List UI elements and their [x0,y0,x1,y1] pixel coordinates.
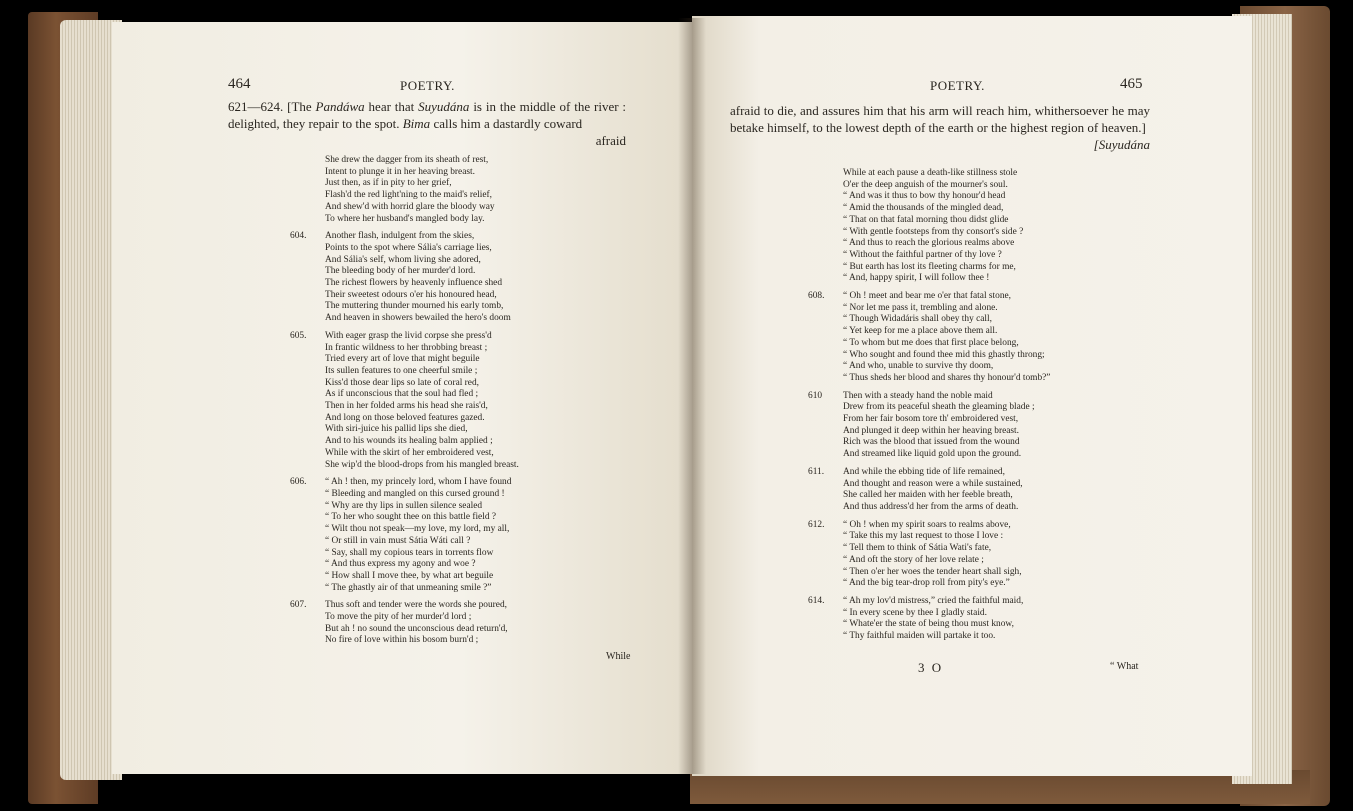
stanza-number: 610 [808,390,823,401]
verse-line: Points to the spot where Sália's carriage lies, [325,242,492,253]
verse-line: Kiss'd those dear lips so late of coral red, [325,377,479,388]
left-running-head: POETRY. [400,78,455,93]
verse-line: And thus address'd her from the arms of death. [843,501,1019,512]
verse-line: “ How shall I move thee, by what art beguile [325,570,494,581]
stanza-number: 612. [808,519,825,530]
verse-line: “ Say, shall my copious tears in torrents flow [325,547,494,558]
verse-line: “ Why are thy lips in sullen silence sealed [325,500,483,511]
verse-line: “ Wilt thou not speak—my love, my lord, my all, [325,524,510,535]
verse-line: “ And thus express my agony and woe ? [325,559,476,570]
right-page-number: 465 [1120,76,1143,92]
verse-line: “ That on that fatal morning thou didst glide [843,214,1009,225]
intro-text: afraid to die, and assures him that his arm will reach him, whithersoever he may betake himself, to the lowest depth of the earth or the highest region of heaven.] [730,103,1150,135]
verse-line: She wip'd the blood-drops from his mangled breast. [325,459,519,470]
verse-line: To move the pity of her murder'd lord ; [325,612,472,623]
verse-line: “ And was it thus to bow thy honour'd head [843,191,1006,202]
verse-line: “ Oh ! meet and bear me o'er that fatal stone, [843,291,1012,302]
verse-line: “ But earth has lost its fleeting charms for me, [843,261,1016,272]
verse-line: With eager grasp the livid corpse she press'd [325,330,492,341]
verse-line: “ Or still in vain must Sátia Wáti call ? [325,535,471,546]
intro-part: is in the middle of the river : delighted, they repair to the spot. [228,99,627,131]
stanza [808,519,1050,590]
left-page-number: 464 [228,76,251,92]
verse-line: Intent to plunge it in her heaving breast. [325,166,475,177]
stanza-number: 607. [290,600,307,611]
verse-line: “ Yet keep for me a place above them all. [843,326,998,337]
verse-line: And streamed like liquid gold upon the ground. [843,449,1022,460]
verse-line: “ To whom but me does that first place belong, [843,337,1019,348]
verse-line: And to his wounds its healing balm applied ; [325,436,493,447]
right-running-head: POETRY. [930,78,985,93]
verse-line: “ Without the faithful partner of thy love ? [843,249,1002,260]
intro-end: afraid [595,133,626,148]
verse-line: Flash'd the red light'ning to the maid's relief, [325,190,493,201]
verse-line: “ To her who sought thee on this battle field ? [325,512,497,523]
right-verse [808,168,1051,649]
intro-name: Bima [402,116,431,131]
left-intro [228,98,626,149]
verse-line: Tried every art of love that might beguile [325,354,480,365]
verse-line: “ Thy faithful maiden will partake it too. [843,631,996,642]
verse-line: “ Then o'er her woes the tender heart shall sigh, [843,566,1022,577]
stanza [808,291,1051,385]
verse-line: The bleeding body of her murder'd lord. [325,266,476,277]
verse-line: “ Amid the thousands of the mingled dead, [843,203,1004,214]
verse-line: Just then, as if in pity to her grief, [325,178,452,189]
verse-line: But ah ! no sound the unconscious dead return'd, [325,623,508,634]
stanza [290,600,519,647]
verse-line: “ Take this my last request to those I love : [843,531,1004,542]
stanza-number: 608. [808,291,825,302]
stanza [808,390,1050,461]
verse-line: Then in her folded arms his head she rais'd, [325,401,488,412]
intro-name: Suyudána [418,99,470,114]
verse-line: “ Though Widadáris shall obey thy call, [843,314,992,325]
stanza [290,330,519,471]
right-intro [730,102,1150,153]
verse-line: And while the ebbing tide of life remained, [843,466,1005,477]
verse-line: “ Whate'er the state of being thou must know, [843,619,1014,630]
verse-line: Then with a steady hand the noble maid [843,390,993,401]
verse-line: With siri-juice his pallid lips she died, [325,424,468,435]
verse-line: Drew from its peaceful sheath the gleaming blade ; [843,402,1035,413]
verse-line: “ And thus to reach the glorious realms above [843,238,1015,249]
verse-line: The muttering thunder mourned his early tomb, [325,301,504,312]
verse-line: As if unconscious that the soul had fled ; [325,389,479,400]
verse-line: And heaven in showers bewailed the hero's doom [325,313,511,324]
verse-line: And plunged it deep within her heaving breast. [843,425,1019,436]
stanza [290,477,519,594]
verse-line: “ And who, unable to survive thy doom, [843,361,994,372]
stanza-number: 605. [290,330,307,341]
verse-line: Thus soft and tender were the words she poured, [325,600,507,611]
verse-line: And Sália's self, whom living she adored, [325,254,481,265]
verse-line: “ Nor let me pass it, trembling and alone. [843,302,998,313]
stanza [325,155,519,225]
stanza [808,466,1050,514]
intro-part: calls him a dastardly coward [433,116,583,131]
left-catchword: While [606,651,631,662]
verse-line: Another flash, indulgent from the skies, [325,231,475,242]
verse-line: Rich was the blood that issued from the wound [843,437,1020,448]
verse-line: She drew the dagger from its sheath of rest, [325,155,489,165]
stanza [843,168,1050,285]
verse-line: While at each pause a death-like stillness stole [843,168,1018,178]
intro-part: hear that [368,99,415,114]
intro-name: Pandáwa [315,99,365,114]
verse-line: O'er the deep anguish of the mourner's soul. [843,179,1008,190]
verse-line: To where her husband's mangled body lay. [325,213,485,224]
verse-line: “ The ghastly air of that unmeaning smile ?” [325,582,492,593]
verse-line: While with the skirt of her embroidered vest, [325,447,494,458]
verse-line: From her fair bosom tore th' embroidered vest, [843,414,1019,425]
stanza [808,595,1050,643]
verse-line: “ Thus sheds her blood and shares thy honour'd tomb?” [843,372,1051,383]
verse-line: “ Ah ! then, my princely lord, whom I have found [325,477,512,488]
verse-line: And thought and reason were a while sustained, [843,478,1023,489]
verse-line: “ Tell them to think of Sátia Wati's fate, [843,543,992,554]
verse-line: “ In every scene by thee I gladly staid. [843,607,987,618]
book-gutter [678,18,706,774]
stanza-number: 606. [290,477,307,488]
left-verse [290,155,519,653]
intro-tag: [Suyudána [1093,137,1150,152]
verse-line: And long on those beloved features gazed. [325,412,485,423]
verse-line: Their sweetest odours o'er his honoured head, [325,289,497,300]
verse-line: The richest flowers by heavenly influence shed [325,278,503,289]
verse-line: “ And the big tear-drop roll from pity's eye.” [843,578,1010,589]
verse-line: “ With gentle footsteps from thy consort's side ? [843,226,1024,237]
intro-part: 621—624. [The [228,99,312,114]
stanza-number: 614. [808,595,825,606]
verse-line: She called her maiden with her feeble breath, [843,490,1013,501]
verse-line: Its sullen features to one cheerful smile ; [325,365,478,376]
signature-mark: 3 O [918,660,944,675]
verse-line: And shew'd with horrid glare the bloody way [325,201,495,212]
verse-line: “ And oft the story of her love relate ; [843,554,984,565]
verse-line: “ And, happy spirit, I will follow thee ! [843,273,990,284]
verse-line: In frantic wildness to her throbbing breast ; [325,342,488,353]
verse-line: “ Ah my lov'd mistress,” cried the faithful maid, [843,595,1024,606]
stanza [290,231,519,325]
verse-line: “ Who sought and found thee mid this ghastly throng; [843,349,1045,360]
verse-line: No fire of love within his bosom burn'd ; [325,635,479,646]
right-catchword: “ What [1110,661,1139,672]
stanza-number: 611. [808,466,825,477]
verse-line: “ Bleeding and mangled on this cursed ground ! [325,488,505,499]
verse-line: “ Oh ! when my spirit soars to realms above, [843,519,1011,530]
stanza-number: 604. [290,231,307,242]
